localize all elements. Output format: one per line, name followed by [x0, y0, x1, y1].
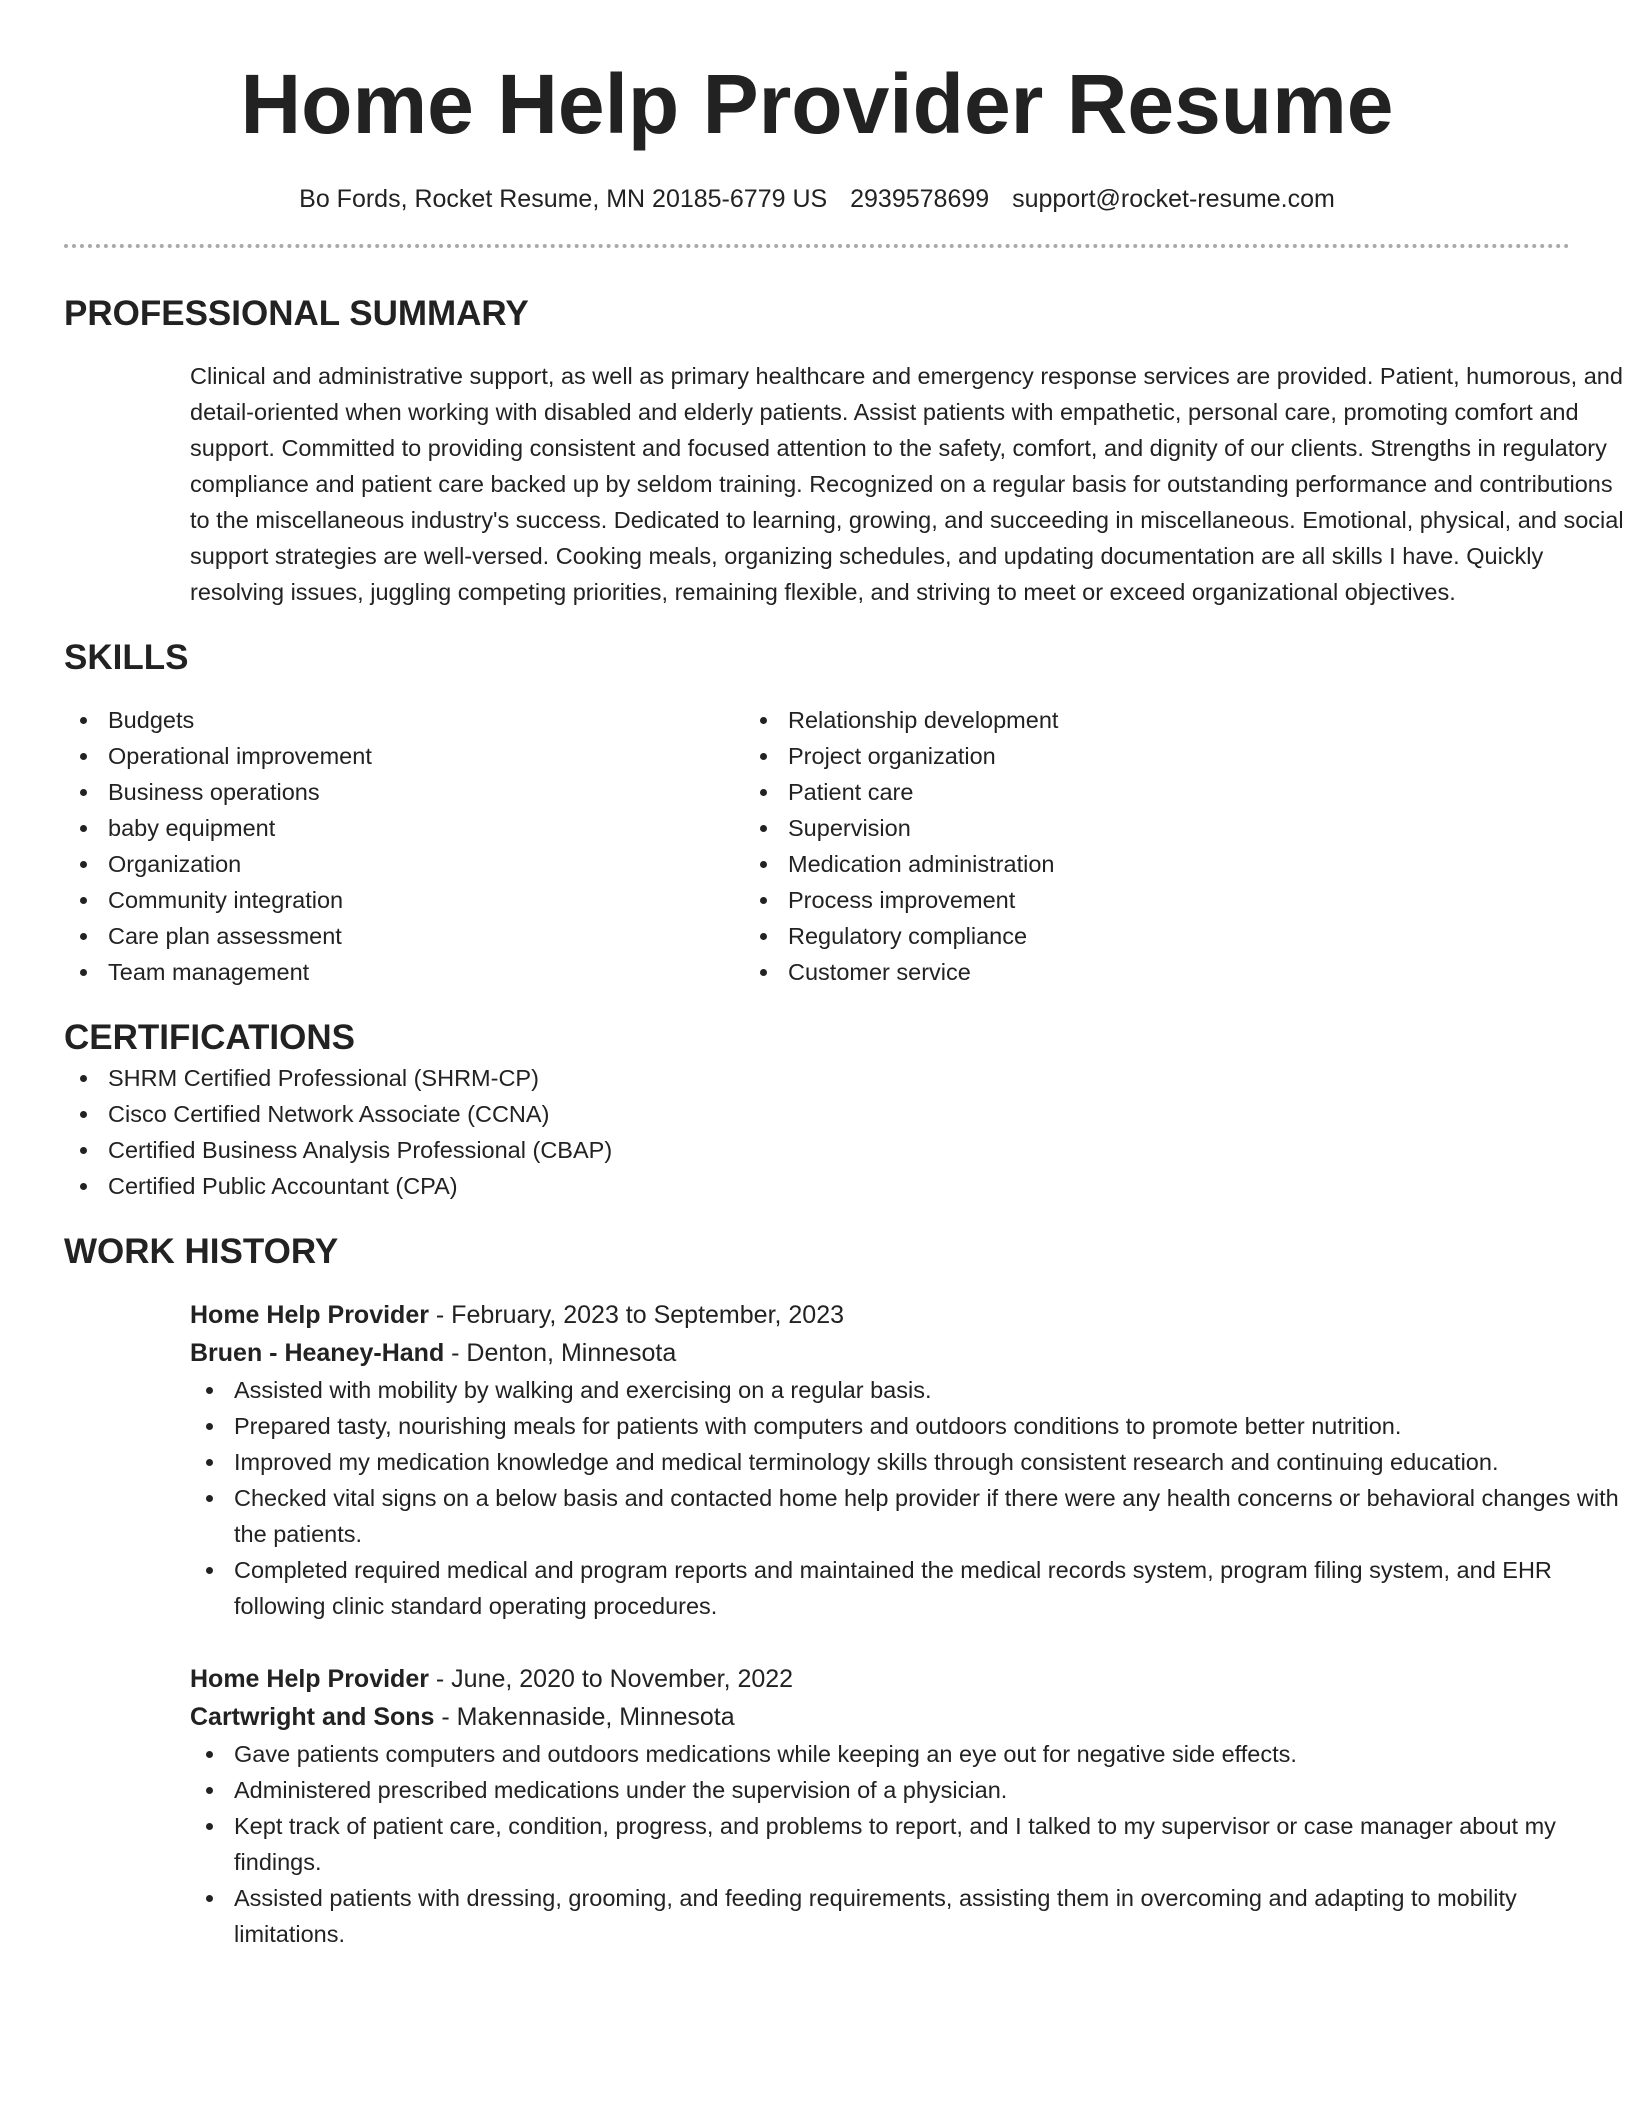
job-entry	[190, 1296, 1619, 1624]
skill-item: Regulatory compliance	[744, 918, 1424, 954]
certification-item: Certified Business Analysis Professional (CBAP)	[64, 1132, 1570, 1168]
section-heading-certifications: CERTIFICATIONS	[64, 1018, 356, 1057]
job-bullet: Prepared tasty, nourishing meals for patients with computers and outdoors conditions to promote better nutrition.	[190, 1408, 1620, 1444]
job-bullet: Improved my medication knowledge and medical terminology skills through consistent research and continuing education.	[190, 1444, 1620, 1480]
job-bullet: Administered prescribed medications under the supervision of a physician.	[190, 1772, 1620, 1808]
skill-item: Organization	[64, 846, 744, 882]
job-entry	[190, 1660, 1570, 1952]
skill-item: baby equipment	[64, 810, 744, 846]
job-company-line	[190, 1334, 1570, 1372]
job-company: Cartwright and Sons	[190, 1703, 435, 1731]
page-title: Home Help Provider Resume	[240, 57, 1394, 151]
certifications-list	[64, 1060, 1570, 1204]
job-role: Home Help Provider	[190, 1665, 429, 1693]
skill-item: Medication administration	[744, 846, 1424, 882]
contact-address: Bo Fords, Rocket Resume, MN 20185-6779 US	[299, 185, 828, 213]
job-bullet: Assisted patients with dressing, grooming, and feeding requirements, assisting them in overcoming and adapting to mobility limitations.	[190, 1880, 1620, 1952]
certification-item: Cisco Certified Network Associate (CCNA)	[64, 1096, 1570, 1132]
job-dates: - February, 2023 to September, 2023	[428, 1301, 845, 1329]
skill-item: Community integration	[64, 882, 744, 918]
skill-item: Process improvement	[744, 882, 1424, 918]
contact-line	[64, 182, 1570, 216]
section-heading-summary: PROFESSIONAL SUMMARY	[64, 294, 529, 333]
skills-list	[64, 702, 1570, 990]
job-role-line	[190, 1660, 1570, 1698]
job-location: - Denton, Minnesota	[444, 1339, 677, 1367]
job-role: Home Help Provider	[190, 1301, 429, 1329]
job-bullet: Assisted with mobility by walking and exercising on a regular basis.	[190, 1372, 1620, 1408]
job-bullets	[190, 1736, 1620, 1952]
contact-phone: 2939578699	[850, 185, 990, 213]
skill-item: Operational improvement	[64, 738, 744, 774]
certification-item: Certified Public Accountant (CPA)	[64, 1168, 1570, 1204]
header-divider	[64, 244, 1570, 248]
summary-text: Clinical and administrative support, as well as primary healthcare and emergency response services are provided. Patient, humorous, and detail-oriented when working with disabled and elderly patients. Assist patients with empathetic, personal care, promoting comfort and support. Committed to providing consistent and focused attention to the safety, comfort, and dignity of our clients. Strengths in regulatory compliance and patient care backed up by seldom training. Recognized on a regular basis for outstanding performance and contributions to the miscellaneous industry's success. Dedicated to learning, growing, and succeeding in miscellaneous. Emotional, physical, and social support strategies are well-versed. Cooking meals, organizing schedules, and updating documentation are all skills I have. Quickly resolving issues, juggling competing priorities, remaining flexible, and striving to meet or exceed organizational objectives.	[190, 363, 1624, 605]
job-role-line	[190, 1296, 1570, 1334]
job-location: - Makennaside, Minnesota	[434, 1703, 735, 1731]
section-heading-work-history: WORK HISTORY	[64, 1232, 339, 1271]
skill-item: Customer service	[744, 954, 1424, 990]
job-bullet: Kept track of patient care, condition, progress, and problems to report, and I talked to my supervisor or case manager about my findings.	[190, 1808, 1620, 1880]
skill-item: Project organization	[744, 738, 1424, 774]
skills-column-right	[744, 702, 1424, 990]
job-bullet: Checked vital signs on a below basis and contacted home help provider if there were any health concerns or behavioral changes with the patients.	[190, 1480, 1620, 1552]
job-company: Bruen - Heaney-Hand	[190, 1339, 445, 1367]
job-bullet: Gave patients computers and outdoors medications while keeping an eye out for negative side effects.	[190, 1736, 1620, 1772]
resume-page	[64, 0, 1624, 1952]
job-dates: - June, 2020 to November, 2022	[428, 1665, 794, 1693]
skill-item: Team management	[64, 954, 744, 990]
skills-column-left	[64, 702, 744, 990]
skill-item: Relationship development	[744, 702, 1424, 738]
skill-item: Business operations	[64, 774, 744, 810]
job-company-line	[190, 1698, 1570, 1736]
certification-item: SHRM Certified Professional (SHRM-CP)	[64, 1060, 1570, 1096]
skill-item: Budgets	[64, 702, 744, 738]
contact-email: support@rocket-resume.com	[1012, 185, 1335, 213]
job-bullets	[190, 1372, 1620, 1624]
skill-item: Care plan assessment	[64, 918, 744, 954]
job-bullet: Completed required medical and program reports and maintained the medical records system, program filing system, and EHR following clinic standard operating procedures.	[190, 1552, 1620, 1624]
skill-item: Supervision	[744, 810, 1424, 846]
skill-item: Patient care	[744, 774, 1424, 810]
section-heading-skills: SKILLS	[64, 638, 189, 677]
